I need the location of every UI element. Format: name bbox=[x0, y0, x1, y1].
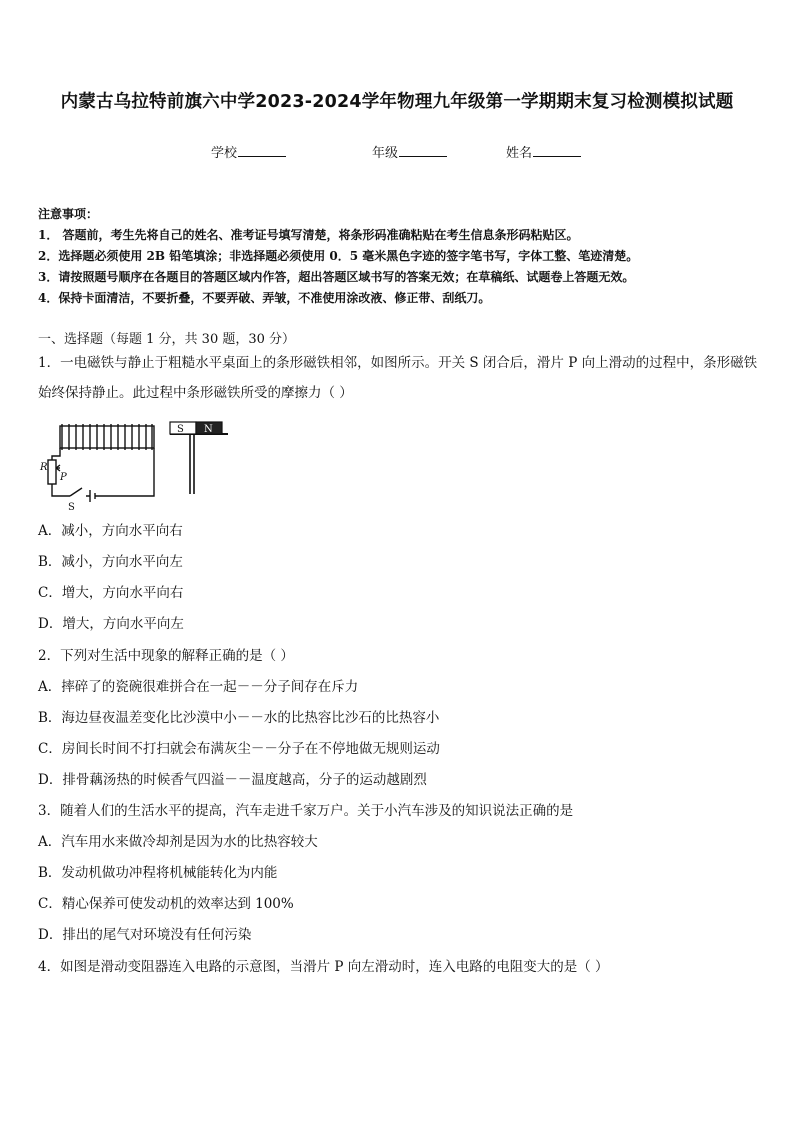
school-field bbox=[211, 142, 286, 161]
name-label: 姓名 bbox=[506, 146, 533, 161]
grade-field bbox=[372, 142, 447, 161]
notice-item: 4．保持卡面清洁，不要折叠，不要弄破、弄皱，不准使用涂改液、修正带、刮纸刀。 bbox=[38, 291, 491, 305]
option-3c[interactable]: C．精心保养可使发动机的效率达到 100% bbox=[38, 896, 294, 912]
option-1c[interactable]: C．增大，方向水平向右 bbox=[38, 585, 184, 601]
school-blank[interactable] bbox=[238, 144, 286, 157]
notice-item: 3．请按照题号顺序在各题目的答题区域内作答，超出答题区域书写的答案无效；在草稿纸、试题卷上答题无效。 bbox=[38, 270, 635, 284]
switch-blade bbox=[70, 488, 82, 496]
option-2b[interactable]: B．海边昼夜温差变化比沙漠中小－－水的比热容比沙石的比热容小 bbox=[38, 710, 440, 726]
electromagnet-figure bbox=[38, 418, 238, 516]
magnet-n-label: N bbox=[204, 424, 213, 435]
question-4-stem: 4．如图是滑动变阻器连入电路的示意图，当滑片 P 向左滑动时，连入电路的电阻变大的是（ ） bbox=[38, 959, 609, 975]
option-2a[interactable]: A．摔碎了的瓷碗很难拼合在一起－－分子间存在斥力 bbox=[38, 679, 359, 695]
notice-item: 1． 答题前，考生先将自己的姓名、准考证号填写清楚，将条形码准确粘贴在考生信息条形码粘贴区。 bbox=[38, 228, 579, 242]
section-heading: 一、选择题（每题 1 分，共 30 题，30 分） bbox=[38, 332, 296, 347]
name-field bbox=[506, 142, 581, 161]
resistor-label: R bbox=[40, 462, 48, 473]
option-1d[interactable]: D．增大，方向水平向左 bbox=[38, 616, 184, 632]
notice-item: 2．选择题必须使用 2B 铅笔填涂；非选择题必须使用 0．5 毫米黑色字迹的签字笔书写，字体工整、笔迹清楚。 bbox=[38, 249, 639, 263]
coil-windings bbox=[62, 424, 152, 450]
option-2c[interactable]: C．房间长时间不打扫就会布满灰尘－－分子在不停地做无规则运动 bbox=[38, 741, 440, 757]
grade-label: 年级 bbox=[372, 146, 399, 161]
option-1a[interactable]: A．减小，方向水平向右 bbox=[38, 523, 183, 539]
magnet-stand bbox=[190, 434, 194, 494]
battery bbox=[90, 490, 95, 502]
right-wire bbox=[100, 448, 154, 496]
option-2d[interactable]: D．排骨藕汤热的时候香气四溢－－温度越高，分子的运动越剧烈 bbox=[38, 772, 427, 788]
school-label: 学校 bbox=[211, 146, 238, 161]
grade-blank[interactable] bbox=[399, 144, 447, 157]
notice-heading: 注意事项： bbox=[38, 207, 99, 221]
name-blank[interactable] bbox=[533, 144, 581, 157]
slider-label: P bbox=[60, 472, 67, 483]
option-3d[interactable]: D．排出的尾气对环境没有任何污染 bbox=[38, 927, 252, 943]
question-3-stem: 3．随着人们的生活水平的提高，汽车走进千家万户。关于小汽车涉及的知识说法正确的是 bbox=[38, 803, 574, 819]
question-1-stem: 1．一电磁铁与静止于粗糙水平桌面上的条形磁铁相邻，如图所示。开关 S 闭合后，滑片 P 向上滑动的过程中，条形磁铁始终保持静止。此过程中条形磁铁所受的摩擦力（ ） bbox=[38, 355, 758, 401]
page-title: 内蒙古乌拉特前旗六中学2023-2024学年物理九年级第一学期期末复习检测模拟试题 bbox=[60, 92, 734, 112]
option-3b[interactable]: B．发动机做功冲程将机械能转化为内能 bbox=[38, 865, 278, 881]
rheostat bbox=[48, 460, 56, 484]
notice-block bbox=[38, 204, 638, 309]
option-1b[interactable]: B．减小，方向水平向左 bbox=[38, 554, 183, 570]
switch-label: S bbox=[68, 502, 75, 513]
solenoid-core bbox=[60, 426, 154, 448]
question-2-stem: 2．下列对生活中现象的解释正确的是（ ） bbox=[38, 648, 294, 664]
option-3a[interactable]: A．汽车用水来做冷却剂是因为水的比热容较大 bbox=[38, 834, 318, 850]
magnet-s-label: S bbox=[177, 424, 184, 435]
